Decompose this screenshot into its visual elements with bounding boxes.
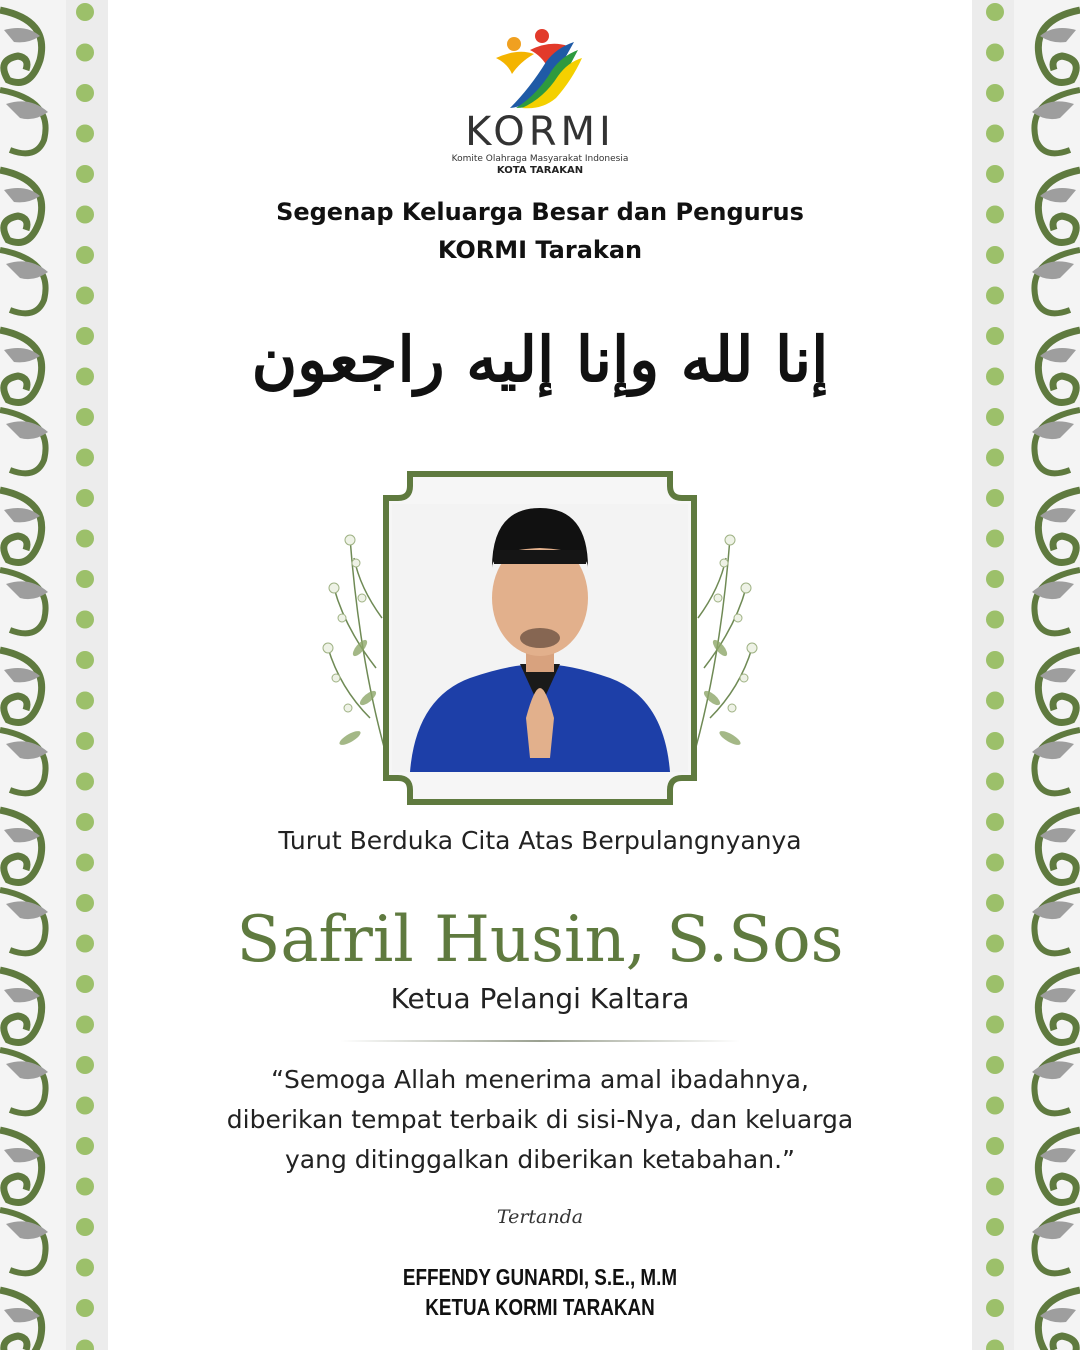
border-dot <box>986 1097 1004 1115</box>
border-dot <box>986 1178 1004 1196</box>
border-dot <box>76 1178 94 1196</box>
kormi-logo-mark-icon <box>490 28 590 110</box>
border-dot <box>986 408 1004 426</box>
border-dot <box>986 327 1004 345</box>
border-dot <box>986 449 1004 467</box>
border-dot <box>76 935 94 953</box>
border-dot <box>986 206 1004 224</box>
border-dot <box>986 165 1004 183</box>
border-dot <box>76 894 94 912</box>
border-dot <box>986 692 1004 710</box>
quote-line-2: diberikan tempat terbaik di sisi-Nya, dan keluarga <box>226 1105 854 1134</box>
signature-block <box>186 1262 894 1322</box>
border-dot <box>76 287 94 305</box>
deceased-title: Ketua Pelangi Kaltara <box>390 982 690 1015</box>
border-dot <box>986 246 1004 264</box>
logo-city: KOTA TARAKAN <box>496 165 584 176</box>
border-dot <box>986 530 1004 548</box>
signed-label: Tertanda <box>496 1206 584 1228</box>
arabic-calligraphy: إنا لله وإنا إليه راجعون <box>251 323 829 396</box>
border-dot <box>986 1299 1004 1317</box>
border-dot <box>986 894 1004 912</box>
border-dot <box>76 570 94 588</box>
border-dot <box>986 1056 1004 1074</box>
border-dot <box>986 570 1004 588</box>
border-dot <box>76 1016 94 1034</box>
border-dot <box>76 1097 94 1115</box>
border-dot <box>76 1299 94 1317</box>
border-dot <box>76 44 94 62</box>
border-dot <box>986 1137 1004 1155</box>
border-dot <box>986 44 1004 62</box>
border-dot <box>76 1137 94 1155</box>
border-dot <box>986 1016 1004 1034</box>
border-dot <box>76 813 94 831</box>
signer-position: KETUA KORMI TARAKAN <box>425 1294 655 1320</box>
border-dot <box>76 408 94 426</box>
border-dot <box>986 489 1004 507</box>
border-dot <box>986 773 1004 791</box>
border-dot <box>986 368 1004 386</box>
border-dot <box>76 84 94 102</box>
kormi-logo <box>108 28 972 177</box>
logo-subtitle: Komite Olahraga Masyarakat Indonesia <box>451 154 629 164</box>
header-line-1: Segenap Keluarga Besar dan Pengurus <box>276 198 804 226</box>
border-dot <box>76 206 94 224</box>
portrait-photo <box>392 504 688 772</box>
quote-line-3: yang ditinggalkan diberikan ketabahan.” <box>285 1145 795 1174</box>
border-dot <box>76 692 94 710</box>
border-dot <box>76 1218 94 1236</box>
border-dot <box>986 651 1004 669</box>
memorial-photo-frame <box>320 468 760 808</box>
border-dot <box>986 935 1004 953</box>
border-dot <box>986 1259 1004 1277</box>
border-dot <box>76 327 94 345</box>
border-dot <box>986 1218 1004 1236</box>
deceased-name: Safril Husin, S.Sos <box>236 903 844 977</box>
border-dot <box>76 1259 94 1277</box>
border-dot <box>76 165 94 183</box>
announcement-card <box>108 0 972 1350</box>
prayer-quote <box>148 1060 932 1180</box>
border-dot <box>986 611 1004 629</box>
border-dot <box>76 449 94 467</box>
right-ornamental-border <box>972 0 1080 1350</box>
signer-name: EFFENDY GUNARDI, S.E., M.M <box>402 1264 678 1290</box>
border-dot <box>76 854 94 872</box>
border-dot <box>76 368 94 386</box>
border-dot <box>986 125 1004 143</box>
border-dot <box>986 3 1004 21</box>
border-dot <box>76 651 94 669</box>
border-dot <box>986 84 1004 102</box>
border-dot <box>76 530 94 548</box>
border-dot <box>76 773 94 791</box>
border-dot <box>986 287 1004 305</box>
border-dot <box>986 813 1004 831</box>
header-line-2: KORMI Tarakan <box>437 236 643 264</box>
border-dot <box>76 975 94 993</box>
quote-line-1: “Semoga Allah menerima amal ibadahnya, <box>271 1065 809 1094</box>
border-dot <box>76 3 94 21</box>
border-dot <box>986 975 1004 993</box>
logo-wordmark: KORMI <box>465 109 615 155</box>
border-dot <box>76 1056 94 1074</box>
left-ornamental-border <box>0 0 108 1350</box>
border-dot <box>76 732 94 750</box>
border-dot <box>986 732 1004 750</box>
condolence-text: Turut Berduka Cita Atas Berpulangnyanya <box>278 826 802 855</box>
border-dot <box>76 246 94 264</box>
border-dot <box>986 854 1004 872</box>
border-dot <box>76 611 94 629</box>
header-text <box>108 193 972 269</box>
divider-line <box>340 1040 740 1042</box>
border-dot <box>76 489 94 507</box>
border-dot <box>76 125 94 143</box>
